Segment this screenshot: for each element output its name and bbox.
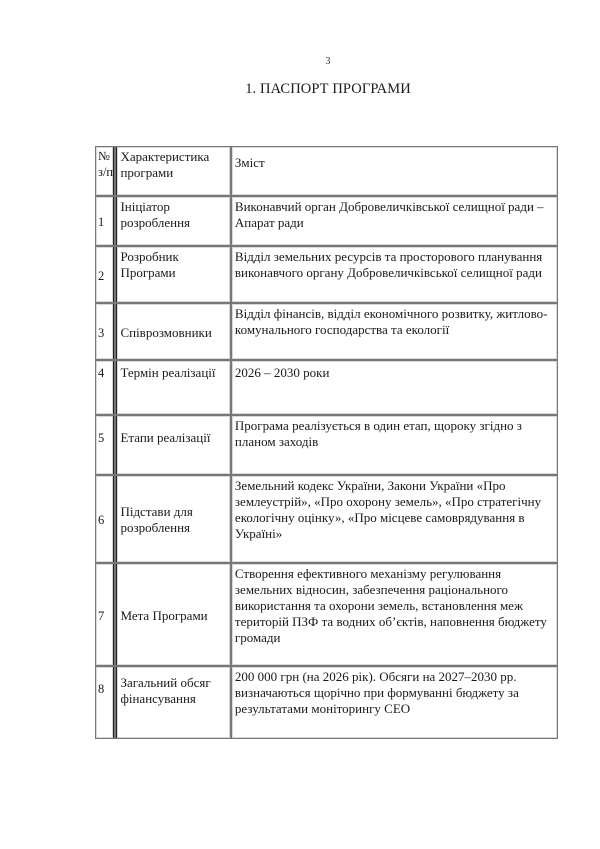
page-number: 3	[325, 56, 331, 67]
row-num: 5	[95, 415, 115, 475]
row-characteristic: Співрозмовники	[115, 303, 230, 360]
row-characteristic: Розробник Програми	[115, 246, 230, 303]
row-characteristic: Етапи реалізації	[115, 415, 230, 475]
header-num: № з/п	[95, 146, 115, 196]
row-content: Програма реалізується в один етап, щороку згідно з планом заходів	[231, 415, 558, 475]
table-row	[95, 415, 558, 475]
page-title: 1. ПАСПОРТ ПРОГРАМИ	[245, 81, 411, 97]
row-characteristic: Ініціатор розроблення	[115, 196, 230, 246]
row-content: 200 000 грн (на 2026 рік). Обсяги на 2027–2030 рр. визначаються щорічно при формуванні бюджету за результатами моніторингу СЕО	[231, 666, 558, 739]
row-num: 3	[95, 303, 115, 360]
row-characteristic: Термін реалізації	[115, 360, 230, 415]
table-row	[95, 475, 558, 563]
row-content: 2026 – 2030 роки	[231, 360, 558, 415]
row-content: Створення ефективного механізму регулювання земельних відносин, забезпечення раціонального використання та охорони земель, встановлення меж територій ПЗФ та водних об’єктів, наповнення бюджету громади	[231, 563, 558, 666]
table-row	[95, 303, 558, 360]
table-row	[95, 563, 558, 666]
row-characteristic: Загальний обсяг фінансування	[115, 666, 230, 739]
table-header-row	[95, 146, 558, 196]
row-content: Виконавчий орган Добровеличківської селищної ради – Апарат ради	[231, 196, 558, 246]
table-row	[95, 246, 558, 303]
row-content: Відділ земельних ресурсів та просторового планування виконавчого органу Добровеличківської селищної ради	[231, 246, 558, 303]
row-characteristic: Мета Програми	[115, 563, 230, 666]
table-row	[95, 360, 558, 415]
row-num: 2	[95, 246, 115, 303]
row-num: 6	[95, 475, 115, 563]
row-num: 1	[95, 196, 115, 246]
program-passport-table	[95, 146, 558, 739]
row-characteristic: Підстави для розроблення	[115, 475, 230, 563]
header-content: Зміст	[231, 146, 558, 196]
row-num: 4	[95, 360, 115, 415]
header-characteristic: Характеристика програми	[115, 146, 230, 196]
table-row	[95, 196, 558, 246]
row-num: 7	[95, 563, 115, 666]
table-row	[95, 666, 558, 739]
row-content: Відділ фінансів, відділ економічного розвитку, житлово-комунального господарства та екології	[231, 303, 558, 360]
row-content: Земельний кодекс України, Закони України «Про землеустрій», «Про охорону земель», «Про стратегічну екологічну оцінку», «Про місцеве самоврядування в Україні»	[231, 475, 558, 563]
row-num: 8	[95, 666, 115, 739]
